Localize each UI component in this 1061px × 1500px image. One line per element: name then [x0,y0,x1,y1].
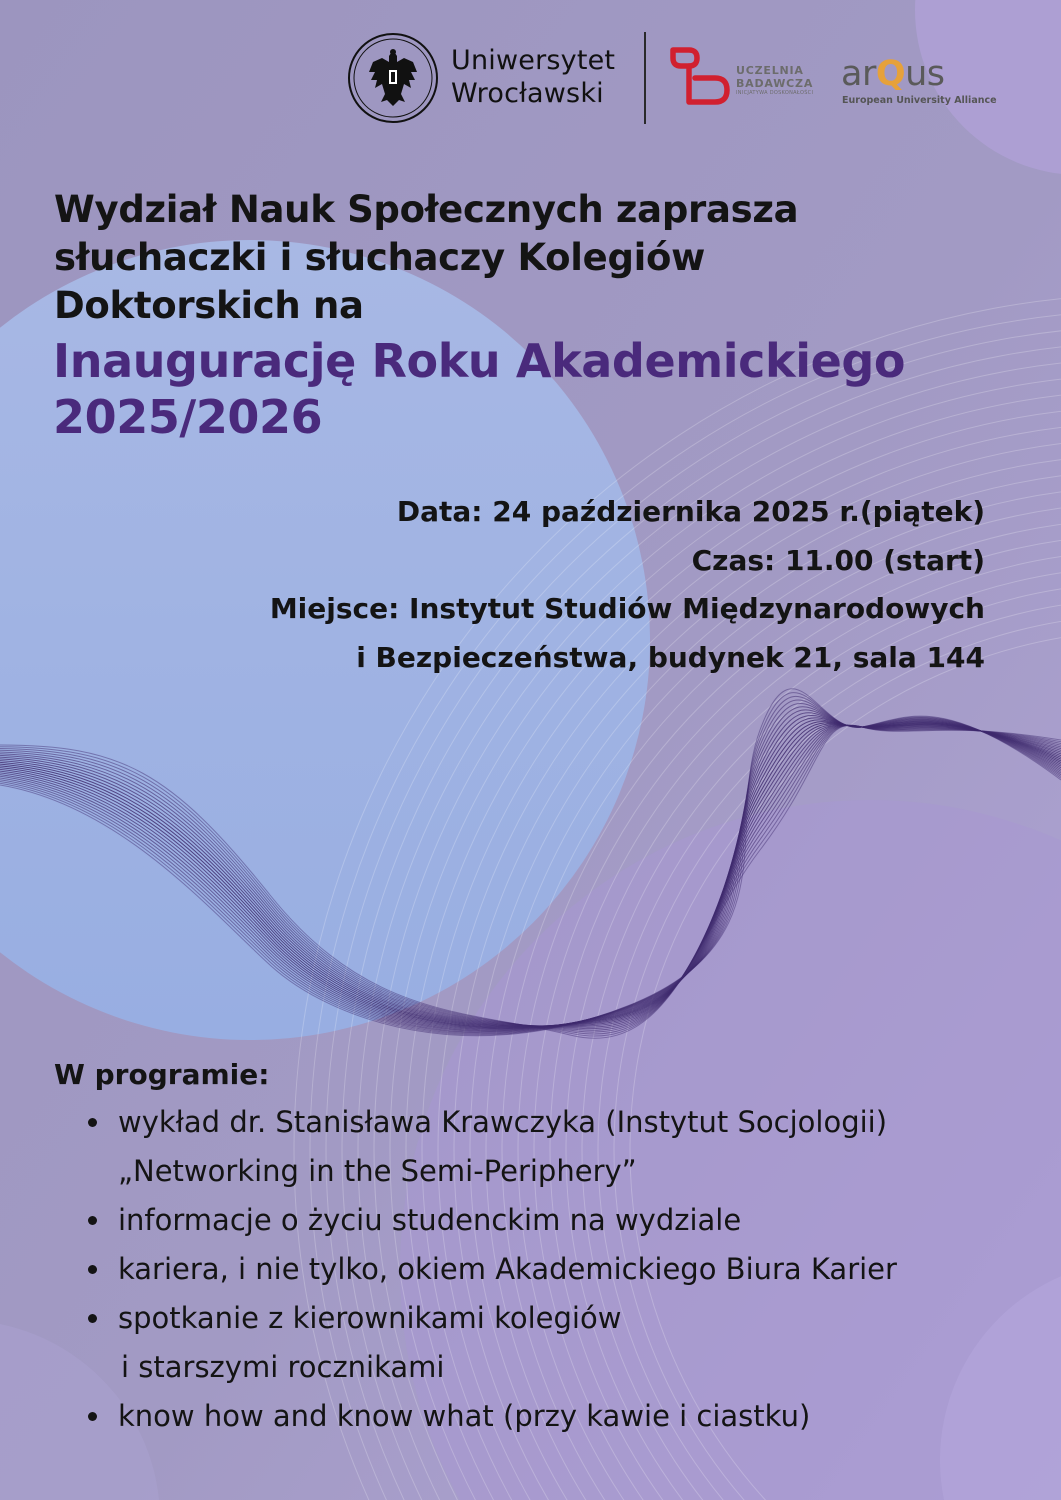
uczelnia-line2: BADAWCZA [736,77,814,90]
event-place-line1: Miejsce: Instytut Studiów Międzynarodowych [269,592,985,626]
bullet-icon [88,1412,97,1421]
arqus-tagline: European University Alliance [842,95,997,106]
wave-line [0,713,1061,1030]
event-date: Data: 24 października 2025 r.(piątek) [396,495,985,528]
bullet-icon [88,1314,97,1323]
invitation-line1: Wydział Nauk Społecznych zaprasza [54,188,799,231]
wave-line [0,700,1061,1033]
arqus-logo-part2: us [905,54,945,94]
program-item-text: wykład dr. Stanisława Krawczyka (Instytut Socjologii) [118,1105,888,1139]
uczelnia-badawcza-text [736,64,813,97]
uczelnia-line3: INICJATYWA DOSKONAŁOŚCI [736,90,814,96]
wave-line [0,723,1061,1027]
program-item [86,1392,897,1441]
wave-line [0,696,1061,1034]
event-place-line2: i Bezpieczeństwa, budynek 21, sala 144 [356,641,985,675]
wave-line [0,725,1061,1034]
program-item-text-cont: i starszymi rocznikami [121,1350,445,1384]
arqus-logo-q: Q [875,54,906,94]
bullet-icon [88,1216,97,1225]
arqus-logo [841,54,945,94]
arqus-logo-part1: ar [841,54,876,94]
wave-line [0,715,1061,1029]
university-name [451,44,615,110]
wave-line [0,707,1061,1032]
wave-line [0,725,1061,1030]
wave-line [0,689,1061,1036]
university-name-line2: Wrocławski [451,78,604,109]
program-item-text: kariera, i nie tylko, okiem Akademickiego Biura Karier [118,1252,897,1286]
wave-line [0,718,1061,1029]
bullet-icon [88,1118,97,1127]
wave-line [0,710,1061,1031]
invitation-line2: słuchaczki i słuchaczy Kolegiów [54,236,706,279]
invitation-text [54,186,994,330]
program-item [86,1098,897,1196]
invitation-line3: Doktorskich na [54,284,364,327]
wave-line [0,725,1061,1032]
event-time: Czas: 11.00 (start) [691,543,985,577]
program-item-text-cont: „Networking in the Semi-Periphery” [118,1154,637,1188]
event-title-line1: Inaugurację Roku Akademickiego [53,334,906,388]
event-title-line2: 2025/2026 [53,390,323,444]
wave-line [0,725,1061,1027]
wave-line [0,725,1061,1038]
program-item [86,1245,897,1294]
event-title [53,333,1043,445]
university-seal-logo [347,32,439,124]
event-details [270,488,985,683]
wave-line [0,720,1061,1028]
wave-line [0,725,1061,1036]
program-item-text: know how and know what (przy kawie i ciastku) [118,1399,811,1433]
program-list [86,1098,897,1441]
program-item [86,1294,897,1392]
program-item-text: spotkanie z kierownikami kolegiów [118,1301,622,1335]
wave-line [0,703,1061,1032]
wave-line [0,725,1061,1026]
wave-line [0,725,1061,1028]
uczelnia-line1: UCZELNIA [736,64,804,77]
wave-line [0,724,1061,1026]
wave-line [0,725,1061,1026]
university-name-line1: Uniwersytet [451,45,616,76]
wave-line [0,725,1061,1027]
bullet-icon [88,1265,97,1274]
program-heading: W programie: [54,1058,270,1091]
header-divider [644,32,646,124]
wave-line [0,722,1061,1028]
program-item-text: informacje o życiu studenckim na wydziale [118,1203,742,1237]
program-item [86,1196,897,1245]
uczelnia-badawcza-logo [669,44,731,106]
